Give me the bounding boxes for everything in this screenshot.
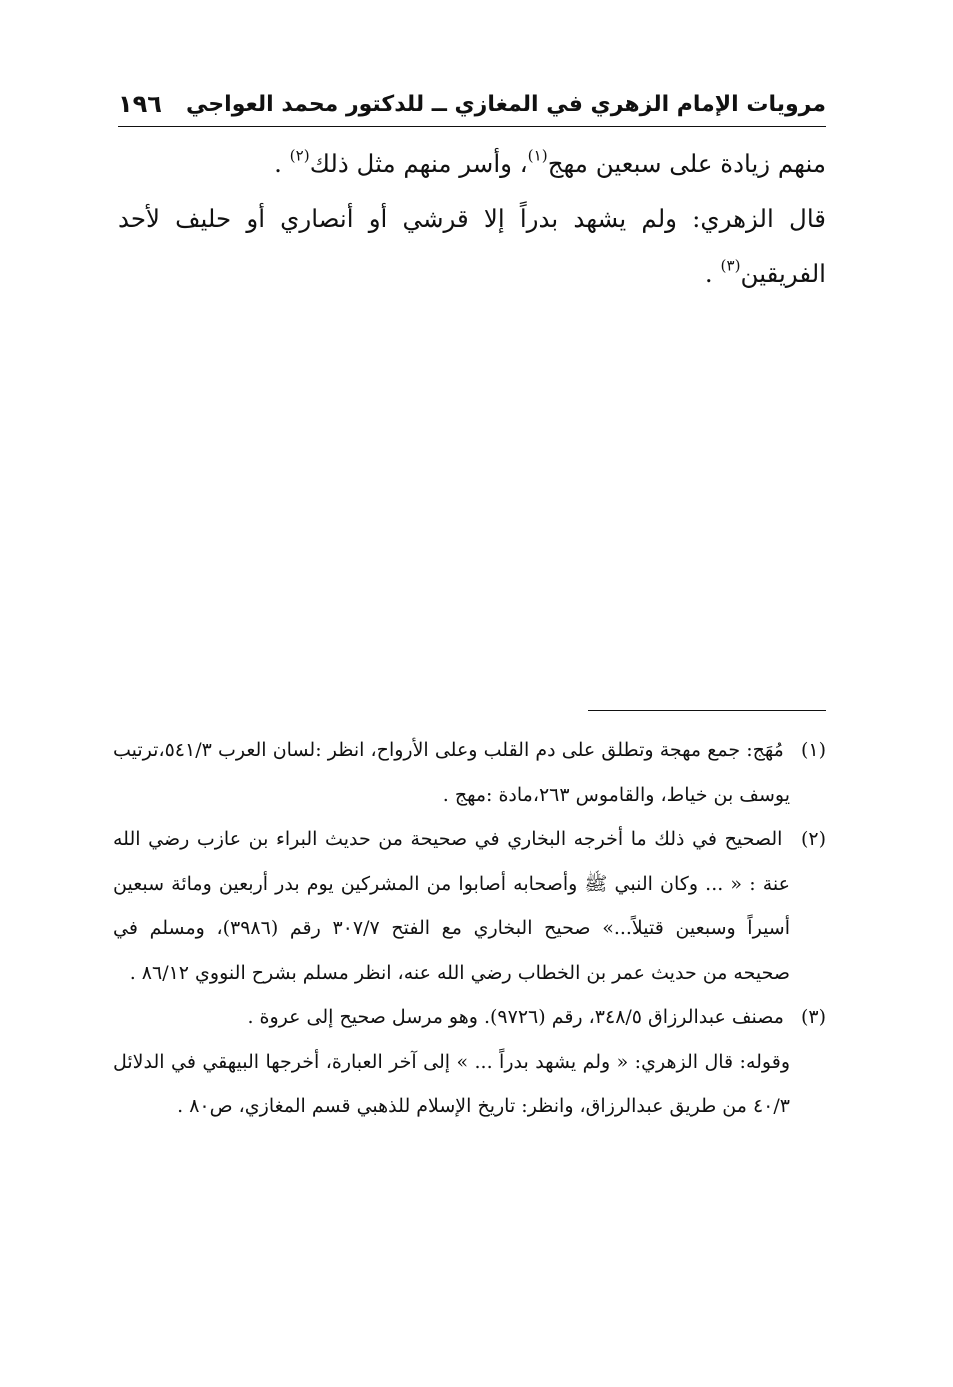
paragraph-1-middle: ، وأسر منهم مثل ذلك [309, 149, 528, 178]
page-number: ١٩٦ [118, 90, 162, 118]
footnote-1 [113, 728, 826, 817]
page-header [118, 86, 826, 127]
footnote-3 [113, 995, 826, 1040]
paragraph-1 [118, 136, 826, 191]
main-text [118, 136, 826, 301]
paragraph-2 [118, 191, 826, 301]
footnote-3-continuation: وقوله: قال الزهري: « ولم يشهد بدراً ... » إلى آخر العبارة، أخرجها البيهقي في الدلائل ٤٠/٣ من طريق عبدالرزاق، وانظر: تاريخ الإسلام للذهبي قسم المغازي، ص٨٠ . [113, 1050, 790, 1117]
paragraph-2-end: . [704, 259, 721, 288]
footnote-2-text: الصحيح في ذلك ما أخرجه البخاري في صحيحة من حديث البراء بن عازب رضي الله عنة : « ... وكان النبي ﷺ وأصحابه أصابوا من المشركين يوم بدر أربعين ومائة سبعين أسيراً وسبعين قتيلاً...» صحيح البخاري مع الفتح ٣٠٧/٧ رقم (٣٩٨٦)، ومسلم في صحيحه من حديث عمر بن الخطاب رضي الله عنه، انظر مسلم بشرح النووي ٨٦/١٢ . [113, 828, 790, 984]
paragraph-2-text: قال الزهري: ولم يشهد بدراً إلا قرشي أو أنصاري أو حليف لأحد الفريقين [118, 204, 826, 288]
footnote-1-number: (١) [800, 739, 826, 761]
footnote-3-text: مصنف عبدالرزاق ٣٤٨/٥، رقم (٩٧٢٦). وهو مرسل صحيح إلى عروة . [247, 1006, 784, 1028]
footnote-3-number: (٣) [800, 1006, 826, 1028]
footnote-ref-3: (٣) [720, 256, 741, 275]
running-title: مرويات الإمام الزهري في المغازي ــ للدكتور محمد العواجي [186, 92, 826, 117]
footnote-1-text: مُهَج: جمع مهجة وتطلق على دم القلب وعلى الأرواح، انظر :لسان العرب ٥٤١/٣،ترتيب يوسف بن خياط، والقاموس ٢٦٣،مادة :مهج . [113, 739, 790, 806]
footnote-separator [588, 710, 826, 711]
paragraph-1-end: . [274, 149, 290, 178]
footnotes [113, 728, 826, 1129]
footnote-2 [113, 817, 826, 995]
footnote-ref-2: (٢) [289, 146, 310, 165]
paragraph-1-text: منهم زيادة على سبعين مهج [547, 149, 826, 178]
footnote-2-number: (٢) [800, 828, 827, 850]
footnote-ref-1: (١) [527, 146, 548, 165]
